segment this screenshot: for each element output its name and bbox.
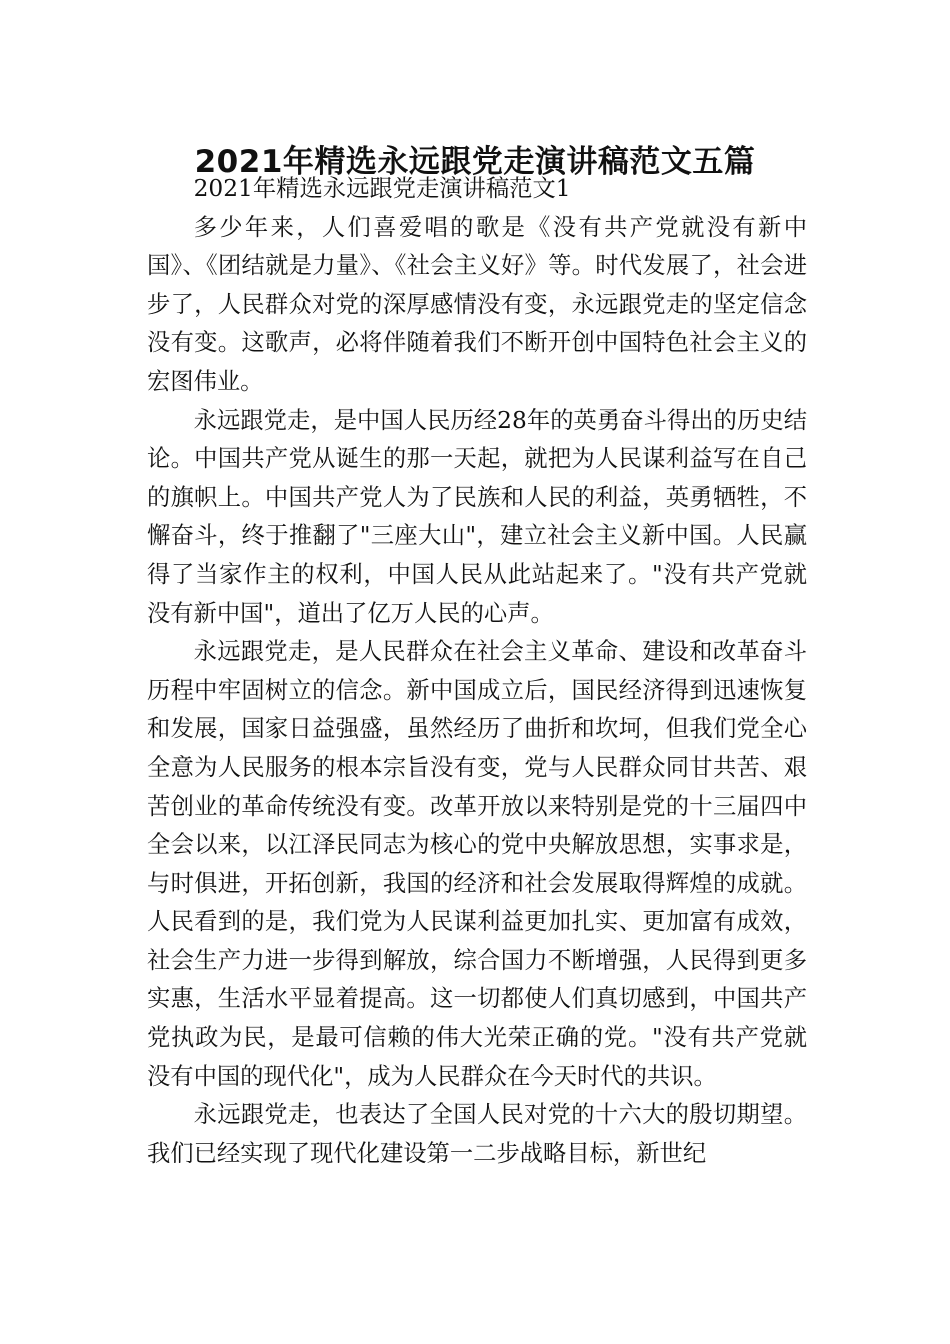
paragraph-1: 多少年来，人们喜爱唱的歌是《没有共产党就没有新中国》、《团结就是力量》、《社会主义好》等。时代发展了，社会进步了，人民群众对党的深厚感情没有变，永远跟党走的坚定信念没有变。这歌声，必将伴随着我们不断开创中国特色社会主义的宏图伟业。 <box>147 213 807 395</box>
document-body <box>147 170 807 1173</box>
section-heading: 2021年精选永远跟党走演讲稿范文1 <box>193 175 571 202</box>
document-title: 2021年精选永远跟党走演讲稿范文五篇 <box>194 143 756 180</box>
paragraph-4: 永远跟党走，也表达了全国人民对党的十六大的殷切期望。我们已经实现了现代化建设第一二步战略目标，新世纪 <box>147 1101 807 1167</box>
paragraph-3: 永远跟党走，是人民群众在社会主义革命、建设和改革奋斗历程中牢固树立的信念。新中国成立后，国民经济得到迅速恢复和发展，国家日益强盛，虽然经历了曲折和坎坷，但我们党全心全意为人民服务的根本宗旨没有变，党与人民群众同甘共苦、艰苦创业的革命传统没有变。改革开放以来特别是党的十三届四中全会以来，以江泽民同志为核心的党中央解放思想，实事求是，与时俱进，开拓创新，我国的经济和社会发展取得辉煌的成就。人民看到的是，我们党为人民谋利益更加扎实、更加富有成效，社会生产力进一步得到解放，综合国力不断增强，人民得到更多实惠，生活水平显着提高。这一切都使人们真切感到，中国共产党执政为民，是最可信赖的伟大光荣正确的党。"没有共产党就没有中国的现代化"，成为人民群众在今天时代的共识。 <box>147 638 807 1090</box>
paragraph-2: 永远跟党走，是中国人民历经28年的英勇奋斗得出的历史结论。中国共产党从诞生的那一天起，就把为人民谋利益写在自己的旗帜上。中国共产党人为了民族和人民的利益，英勇牺牲，不懈奋斗，终于推翻了"三座大山"，建立社会主义新中国。人民赢得了当家作主的权利，中国人民从此站起来了。"没有共产党就没有新中国"，道出了亿万人民的心声。 <box>147 406 807 627</box>
